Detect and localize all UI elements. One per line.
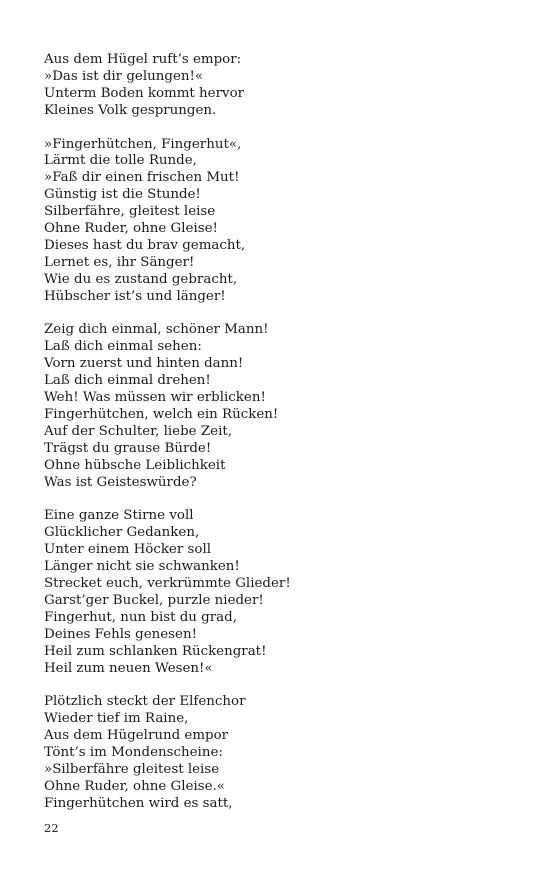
poem-line: »Silberfähre gleitest leise	[44, 762, 220, 777]
stanza-1	[44, 52, 504, 120]
poem-line: Silberfähre, gleitest leise	[44, 204, 216, 220]
poem-line: Laß dich einmal drehen!	[44, 373, 211, 389]
poem-line: Heil zum schlanken Rückengrat!	[44, 643, 267, 659]
poem-line: Weh! Was müssen wir erblicken!	[44, 390, 266, 406]
poem-line: Ohne hübsche Leiblichkeit	[44, 457, 226, 473]
poem-line: Lernet es, ihr Sänger!	[44, 254, 195, 270]
stanza-5	[44, 694, 504, 812]
poem-line: Ohne Ruder, ohne Gleise!	[44, 221, 218, 237]
poem-line: Laß dich einmal sehen:	[44, 339, 202, 355]
poem-line: Heil zum neuen Wesen!«	[44, 660, 213, 676]
poem-line: Fingerhütchen wird es satt,	[44, 795, 233, 811]
poem-line: Deines Fehls genesen!	[44, 626, 197, 642]
poem-line: »Faß dir einen frischen Mut!	[44, 170, 240, 186]
poem-line: Fingerhut, nun bist du grad,	[44, 609, 237, 625]
poem-line: Was ist Geisteswürde?	[44, 474, 197, 490]
poem-line: Dieses hast du brav gemacht,	[44, 237, 246, 253]
poem-line: Tönt’s im Mondenscheine:	[44, 745, 223, 761]
poem-line: Fingerhütchen, welch ein Rücken!	[44, 407, 279, 422]
poem-line: Zeig dich einmal, schöner Mann!	[44, 322, 269, 338]
poem-line: Unter einem Höcker soll	[44, 542, 212, 558]
poem-line: Unterm Boden kommt hervor	[44, 85, 245, 101]
poem-text	[44, 52, 504, 813]
poem-line: Trägst du grause Bürde!	[44, 440, 212, 456]
poem-line: Hübscher ist’s und länger!	[44, 288, 226, 304]
poem-line: Aus dem Hügelrund empor	[44, 728, 229, 744]
poem-line: Garst’ger Buckel, purzle nieder!	[44, 592, 264, 608]
poem-line: Ohne Ruder, ohne Gleise.«	[44, 778, 225, 794]
stanza-3	[44, 322, 504, 491]
poem-line: Glücklicher Gedanken,	[44, 525, 200, 541]
poem-line: Länger nicht sie schwanken!	[44, 559, 240, 575]
stanza-4	[44, 508, 504, 677]
poem-line: Strecket euch, verkrümmte Glieder!	[44, 576, 291, 592]
stanza-2	[44, 137, 504, 306]
poem-line: Günstig ist die Stunde!	[44, 187, 201, 203]
poem-line: Kleines Volk gesprungen.	[44, 102, 217, 118]
poem-line: Plötzlich steckt der Elfenchor	[44, 694, 246, 710]
poem-line: Vorn zuerst und hinten dann!	[44, 356, 244, 372]
poem-line: Auf der Schulter, liebe Zeit,	[44, 423, 233, 439]
poem-line: Wie du es zustand gebracht,	[44, 271, 238, 287]
poem-line: »Fingerhütchen, Fingerhut«,	[44, 136, 242, 152]
poem-line: Aus dem Hügel ruft’s empor:	[44, 52, 242, 67]
page-number: 22	[44, 821, 59, 835]
poem-line: »Das ist dir gelungen!«	[44, 68, 204, 84]
poem-line: Wieder tief im Raine,	[44, 711, 189, 727]
poem-line: Eine ganze Stirne voll	[44, 508, 194, 524]
poem-line: Lärmt die tolle Runde,	[44, 153, 197, 169]
